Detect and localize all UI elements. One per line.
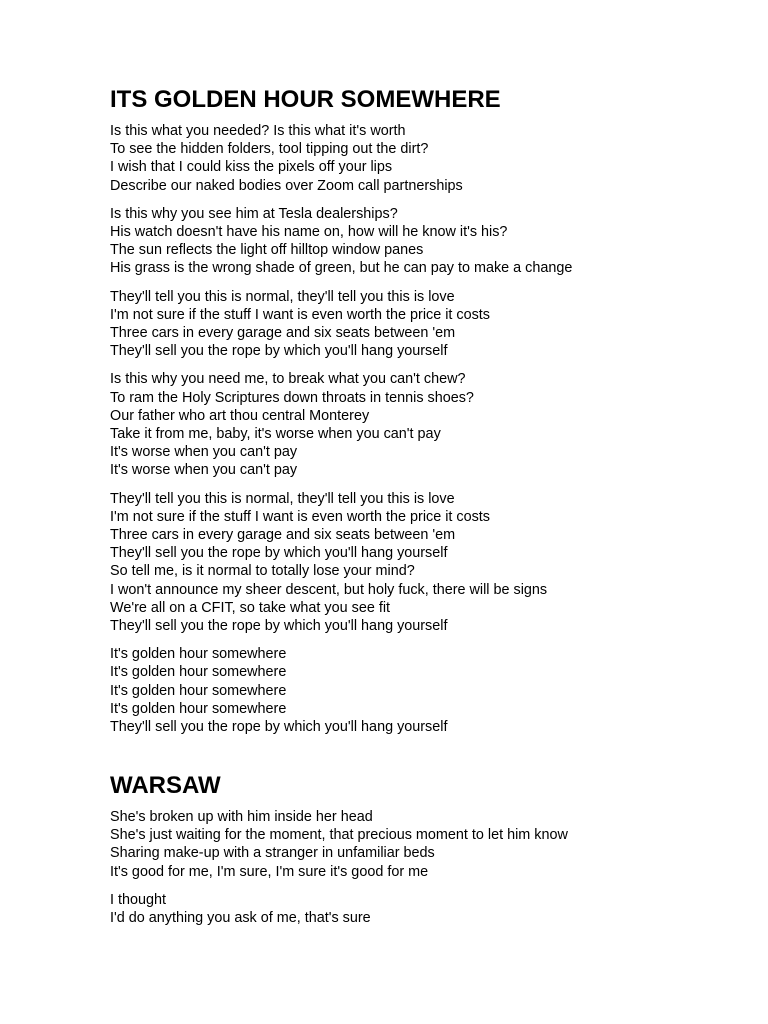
stanza [110, 645, 572, 736]
lyric-line: They'll sell you the rope by which you'll hang yourself [110, 343, 448, 360]
lyric-line: Is this why you need me, to break what you can't chew? [110, 371, 466, 388]
lyric-line: The sun reflects the light off hilltop window panes [110, 242, 424, 259]
lyric-line: It's good for me, I'm sure, I'm sure it's good for me [110, 863, 429, 880]
lyric-line: It's golden hour somewhere [110, 664, 287, 681]
lyric-line: We're all on a CFIT, so take what you see fit [110, 599, 391, 616]
lyric-line: They'll sell you the rope by which you'll hang yourself [110, 719, 448, 736]
lyric-line: I won't announce my sheer descent, but holy fuck, there will be signs [110, 581, 548, 598]
lyric-line: I'm not sure if the stuff I want is even worth the price it costs [110, 508, 491, 525]
lyric-line: They'll tell you this is normal, they'll tell you this is love [110, 288, 455, 305]
stanza [110, 490, 572, 636]
lyric-line: She's just waiting for the moment, that precious moment to let him know [110, 827, 568, 844]
song-warsaw [110, 772, 568, 937]
lyric-line: It's golden hour somewhere [110, 700, 287, 717]
lyric-line: It's golden hour somewhere [110, 646, 287, 663]
lyric-line: It's worse when you can't pay [110, 462, 298, 479]
stanza [110, 370, 572, 479]
song-title: ITS GOLDEN HOUR SOMEWHERE [110, 86, 501, 113]
lyric-line: They'll sell you the rope by which you'll hang yourself [110, 618, 448, 635]
lyric-line: Is this what you needed? Is this what it's worth [110, 123, 406, 139]
lyric-line: Is this why you see him at Tesla dealerships? [110, 205, 398, 222]
stanza [110, 891, 568, 927]
stanza [110, 205, 572, 278]
lyric-line: To see the hidden folders, tool tipping out the dirt? [110, 141, 429, 158]
lyric-line: I thought [110, 891, 167, 908]
lyric-line: Describe our naked bodies over Zoom call partnerships [110, 177, 463, 194]
lyric-line: His watch doesn't have his name on, how will he know it's his? [110, 224, 508, 241]
lyric-line: Three cars in every garage and six seats between 'em [110, 527, 456, 544]
lyric-line: His grass is the wrong shade of green, but he can pay to make a change [110, 260, 573, 277]
song-its-golden-hour-somewhere [110, 86, 572, 746]
stanza [110, 288, 572, 361]
lyric-line: It's worse when you can't pay [110, 444, 298, 461]
stanza [110, 808, 568, 881]
lyric-line: Sharing make-up with a stranger in unfamiliar beds [110, 845, 435, 862]
lyric-line: They'll tell you this is normal, they'll tell you this is love [110, 490, 455, 507]
stanza [110, 122, 572, 195]
lyric-line: It's golden hour somewhere [110, 682, 287, 699]
lyric-line: They'll sell you the rope by which you'll hang yourself [110, 545, 448, 562]
lyric-line: I'd do anything you ask of me, that's sure [110, 910, 371, 927]
lyric-line: She's broken up with him inside her head [110, 809, 373, 825]
lyric-line: Three cars in every garage and six seats between 'em [110, 325, 456, 342]
lyric-line: So tell me, is it normal to totally lose your mind? [110, 563, 415, 580]
lyric-line: To ram the Holy Scriptures down throats in tennis shoes? [110, 389, 474, 406]
lyric-line: I wish that I could kiss the pixels off your lips [110, 159, 393, 176]
song-title: WARSAW [110, 772, 221, 799]
lyric-line: Take it from me, baby, it's worse when you can't pay [110, 426, 441, 443]
lyric-line: Our father who art thou central Monterey [110, 407, 370, 424]
lyric-line: I'm not sure if the stuff I want is even worth the price it costs [110, 306, 491, 323]
